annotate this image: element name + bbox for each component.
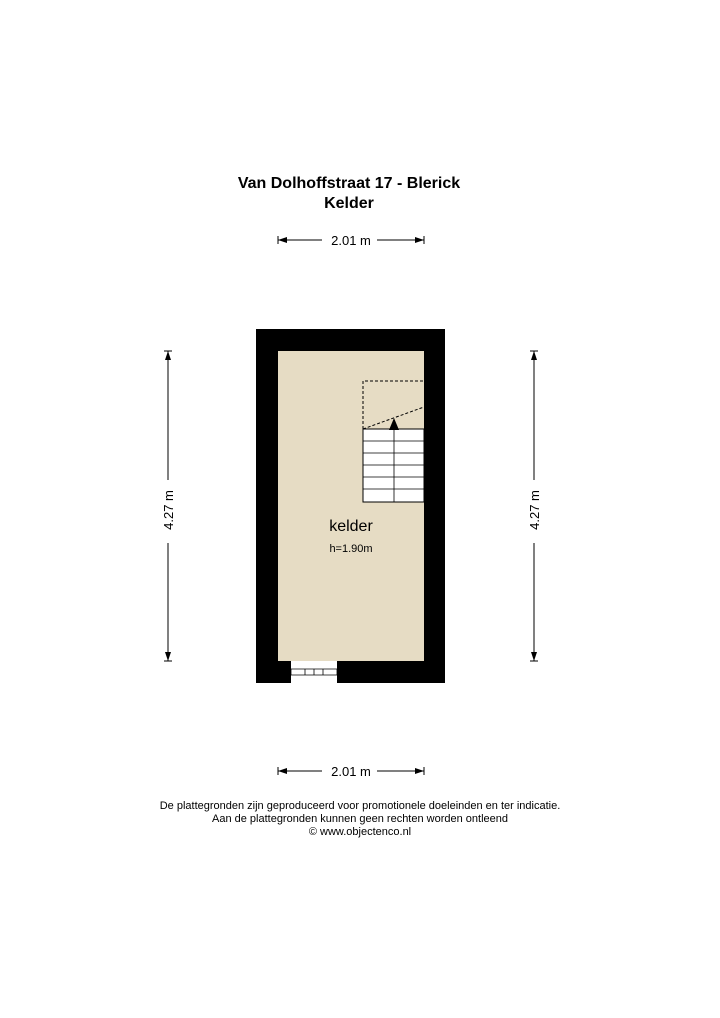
right-length-dimension [527, 351, 542, 661]
top-width-dimension [278, 233, 424, 248]
right-length-label: 4.27 m [527, 490, 542, 530]
left-length-dimension [161, 351, 176, 661]
left-length-label: 4.27 m [161, 490, 176, 530]
bottom-width-label: 2.01 m [331, 764, 371, 779]
disclaimer-line-2: Aan de plattegronden kunnen geen rechten worden ontleend [211, 813, 508, 825]
room-height-label: h=1.90m [329, 543, 373, 555]
copyright-line: © www.objectenco.nl [308, 826, 412, 838]
plan-floor-title: Kelder [324, 195, 374, 212]
disclaimer-line-1: De plattegronden zijn geproduceerd voor promotionele doeleinden en ter indicatie. [159, 800, 561, 812]
room-floor [278, 351, 424, 661]
room-name-label: kelder [329, 518, 373, 535]
basement-window [291, 661, 337, 683]
bottom-width-dimension [278, 764, 424, 779]
top-width-label: 2.01 m [331, 233, 371, 248]
plan-address-title: Van Dolhoffstraat 17 - Blerick [237, 175, 461, 192]
